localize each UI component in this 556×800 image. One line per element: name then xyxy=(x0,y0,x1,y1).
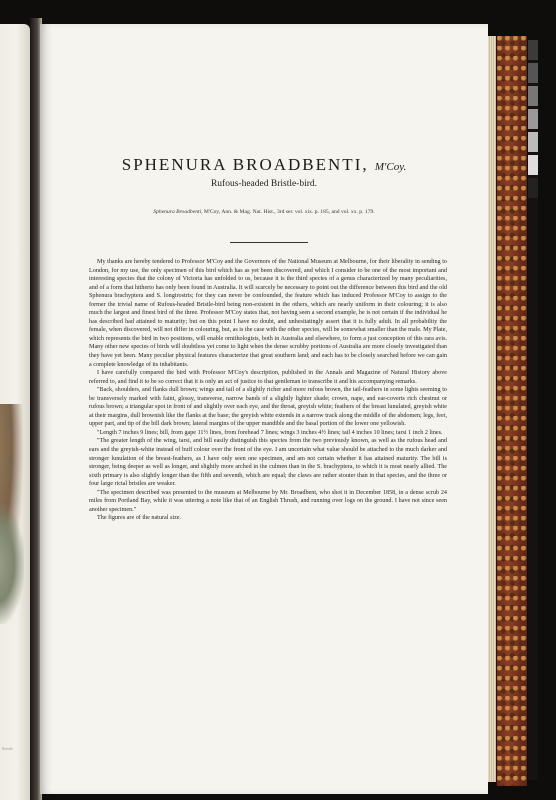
divider-rule xyxy=(230,242,308,243)
marbled-binding xyxy=(496,36,527,786)
citation-species: Sphenura Broadbenti, xyxy=(153,209,203,215)
paragraph: The figures are of the natural size. xyxy=(97,515,182,522)
paragraph: "Back, shoulders, and flanks dull brown; wings and tail of a slightly richer and more rufous brown, the tail-feathers in some lights seeming to be transversely marked with faint, glossy, transverse, narrow bands of a slightly lighter shade; crown, nape, and ear-coverts rich chestnut or rufous brown; a triangular spot in front of and slightly over each eye, and the throat, greyish white; feathers of the breast lunulated, greyish white at their margins, dull brownish like the flanks at the base; the greyish white extends in a narrow track along the middle of the abdomen; legs, feet, upper part, and tip of the bill dark brown; lateral margins of the upper mandible and the basal portion of the lower one yellowish. xyxy=(89,387,447,428)
plate-foliage-fragment xyxy=(0,504,24,624)
color-checker-strip xyxy=(528,40,538,780)
facing-page xyxy=(0,24,30,800)
text-page xyxy=(40,24,488,794)
paragraph: "The greater length of the wing, tarsi, and bill easily distinguish this species from the two previously known, as well as the rufous head and ears and the greyish-white instead of buff colour over the front of the eye. I am uncertain what value should be attached to the much darker and stronger lunulation of the breast-feathers, as I have only seen one specimen, and am not certain whether it has attained maturity. The bill is stronger, being deeper as well as longer, and slightly more arched in the culmen than in the S. brachyptera, to which it is most nearly allied. The sixth primary is also slightly longer than the fifth and seventh, which are equal; the claws are rather stouter than in that species, and the three or four large rictal bristles are weaker. xyxy=(89,438,447,488)
page-content xyxy=(40,24,488,794)
paragraph: "Length 7 inches 9 lines; bill, from gape 11½ lines, from forehead 7 lines; wings 3 inches 4½ lines; tail 4 inches 10 lines; tarsi 1 inch 2 lines. xyxy=(97,429,443,436)
species-name: SPHENURA BROADBENTI, xyxy=(121,155,369,174)
species-title xyxy=(40,155,488,175)
body-text xyxy=(89,258,447,523)
paragraph: I have carefully compared the bird with Professor M'Coy's description, published in the Annals and Magazine of Natural History above referred to, and find it to be so correct that it is only an act of justice to that gentleman to transcribe it and his accompanying remarks. xyxy=(89,370,447,385)
common-name: Rufous-headed Bristle-bird. xyxy=(210,179,318,189)
paragraph: My thanks are hereby tendered to Professor M'Coy and the Governors of the National Museum at Melbourne, for their liberality in sending to London, for my use, the only specimen of this bird which has as yet been discovered, and which I consider to be one of the most important and interesting species that the colony of Victoria has unfolded to us, because it is the third species of a genus characterized by many peculiarities, and of a form that hitherto has only been found in Australia. It will scarcely be necessary to point out the difference between this bird and the old Sphenura brachyptera and S. longirostris; for they can never be confounded, the feature which has induced Professor M'Coy to assign to the former the trivial name of Rufous-headed Bristle-bird being non-existent in the others, which are nearly uniform in their colouring; it is also much the largest and finest bird of the three. Professor M'Coy states that, not having seen a second example, he is not certain if the individual he has described had attained to maturity; but on this point I have no doubt, and unhesitatingly assert that it is fully adult. In all probability the female, when discovered, will not differ in colouring, but, as is the case with the other species, will be somewhat smaller than the male. My Plate, which represents the bird in two positions, will enable ornithologists, both in Australia and elsewhere, to form a just conception of this rara avis. Many other new species of birds will doubtless yet come to light when the dense scrubby portions of Australia are more closely investigated than they have yet been. Many peculiar physical features characterize that great southern land; and each has to be closely searched before we can gain a complete knowledge of its inhabitants. xyxy=(89,259,447,368)
species-authority: M'Coy. xyxy=(374,161,407,173)
plate-caption-fragment: Bristle xyxy=(2,746,13,751)
citation xyxy=(40,209,488,215)
citation-reference: M'Coy, Ann. & Mag. Nat. Hist., 3rd ser. vol. xix. p. 185, and vol. xx. p. 179. xyxy=(203,209,375,215)
paragraph: "The specimen described was presented to the museum at Melbourne by Mr. Broadbent, who shot it in December 1858, in a dense scrub 24 miles from Portland Bay, while it was uttering a note like that of an English Thrush, and running over logs on the ground. I have not since seen another specimen." xyxy=(89,489,447,513)
